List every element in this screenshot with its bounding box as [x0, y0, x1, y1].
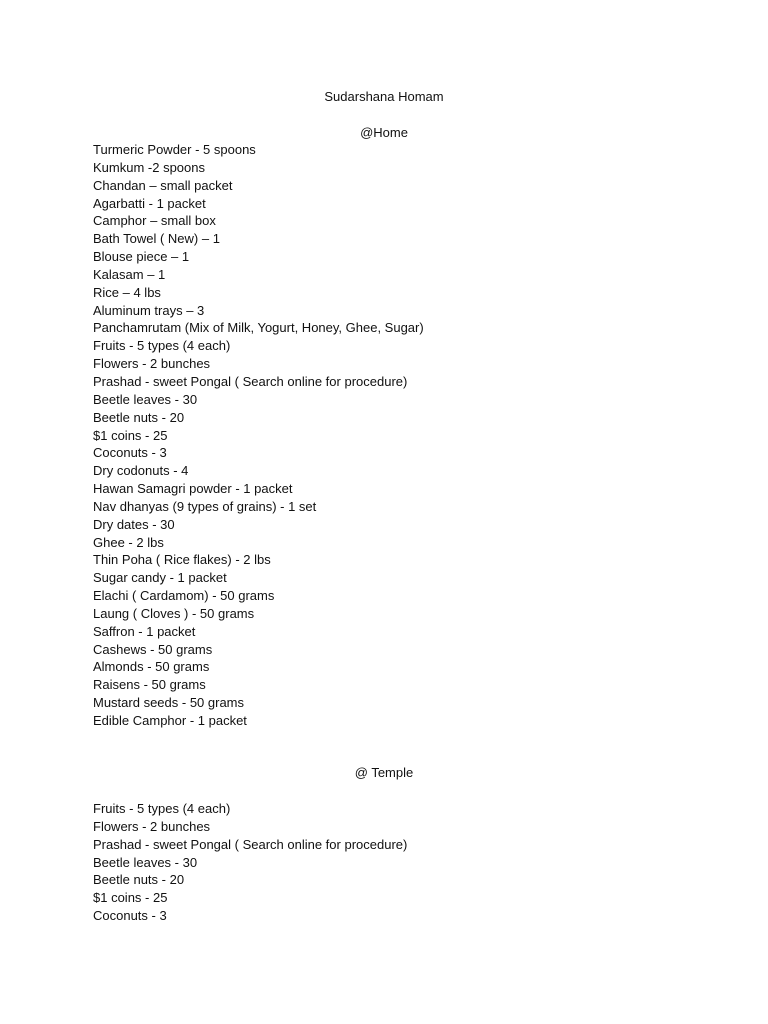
list-item: Panchamrutam (Mix of Milk, Yogurt, Honey, Ghee, Sugar) — [93, 320, 424, 336]
list-item: Dry codonuts - 4 — [93, 463, 189, 479]
temple-item-list — [93, 800, 407, 925]
list-item: Flowers - 2 bunches — [93, 356, 211, 372]
list-item: Bath Towel ( New) – 1 — [93, 231, 220, 247]
list-item: Prashad - sweet Pongal ( Search online for procedure) — [93, 373, 408, 389]
list-item: Laung ( Cloves ) - 50 grams — [93, 605, 255, 621]
list-item: Ghee - 2 lbs — [93, 534, 164, 550]
list-item: Beetle leaves - 30 — [93, 854, 198, 870]
list-item: Nav dhanyas (9 types of grains) - 1 set — [93, 498, 317, 514]
list-item: Flowers - 2 bunches — [93, 818, 211, 834]
section-heading-home: @Home — [360, 125, 408, 140]
list-item: Fruits - 5 types (4 each) — [93, 801, 231, 816]
list-item: Rice – 4 lbs — [93, 284, 161, 300]
list-item: Turmeric Powder - 5 spoons — [93, 142, 256, 157]
list-item: Beetle leaves - 30 — [93, 391, 198, 407]
list-item: Kumkum -2 spoons — [93, 159, 205, 175]
list-item: Raisens - 50 grams — [93, 677, 206, 693]
list-item: Prashad - sweet Pongal ( Search online for procedure) — [93, 836, 408, 852]
list-item: Hawan Samagri powder - 1 packet — [93, 481, 293, 497]
list-item: Dry dates - 30 — [93, 516, 175, 532]
home-item-list — [93, 141, 424, 730]
list-item: Kalasam – 1 — [93, 266, 166, 282]
list-item: Elachi ( Cardamom) - 50 grams — [93, 588, 275, 604]
list-item: Saffron - 1 packet — [93, 623, 196, 639]
list-item: Agarbatti - 1 packet — [93, 195, 206, 211]
list-item: Beetle nuts - 20 — [93, 872, 185, 888]
list-item: $1 coins - 25 — [93, 890, 168, 906]
list-item: Mustard seeds - 50 grams — [93, 695, 245, 711]
list-item: $1 coins - 25 — [93, 427, 168, 443]
document-title: Sudarshana Homam — [324, 89, 444, 104]
list-item: Cashews - 50 grams — [93, 641, 213, 657]
list-item: Chandan – small packet — [93, 177, 233, 193]
list-item: Sugar candy - 1 packet — [93, 570, 227, 586]
list-item: Thin Poha ( Rice flakes) - 2 lbs — [93, 552, 271, 568]
list-item: Camphor – small box — [93, 213, 216, 229]
list-item: Coconuts - 3 — [93, 445, 167, 461]
section-heading-temple: @ Temple — [354, 765, 414, 780]
list-item: Almonds - 50 grams — [93, 659, 210, 675]
list-item: Aluminum trays – 3 — [93, 302, 205, 318]
list-item: Edible Camphor - 1 packet — [93, 713, 247, 728]
list-item: Coconuts - 3 — [93, 908, 167, 924]
list-item: Beetle nuts - 20 — [93, 409, 185, 425]
list-item: Blouse piece – 1 — [93, 249, 190, 265]
list-item: Fruits - 5 types (4 each) — [93, 338, 231, 354]
